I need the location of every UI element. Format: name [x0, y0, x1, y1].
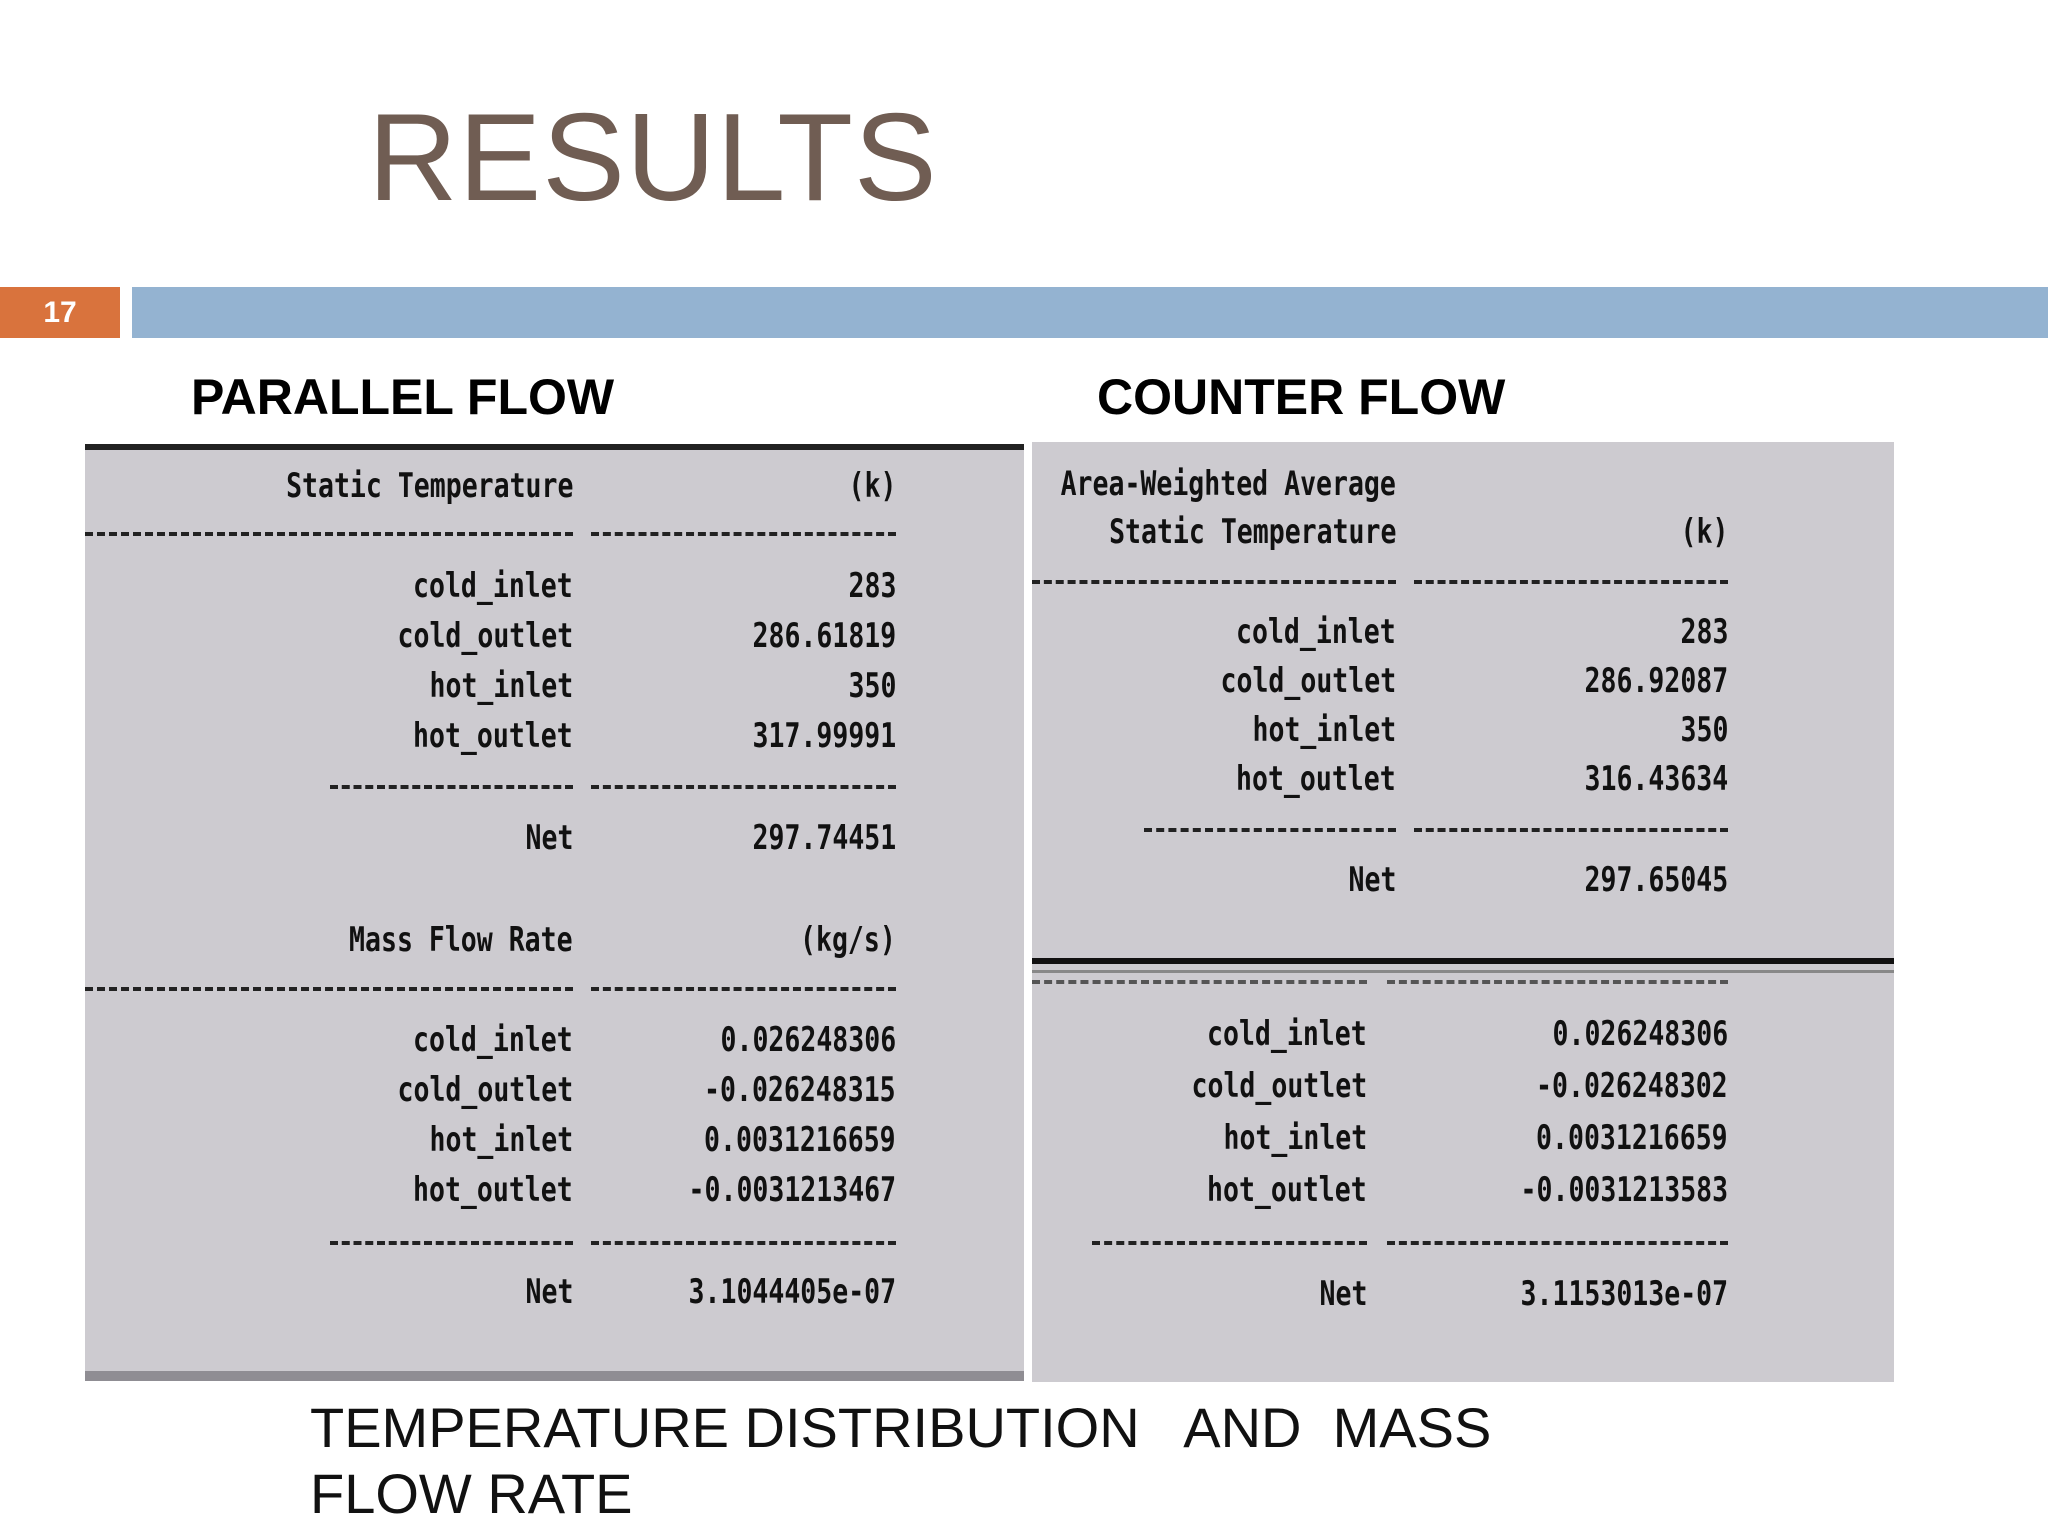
dash-rule	[591, 987, 896, 991]
temp-row-value: 283	[1680, 612, 1728, 652]
dash-rule	[591, 785, 896, 789]
mass-net-value: 3.1153013e-07	[1520, 1274, 1728, 1314]
temp-row-label: cold_outlet	[397, 616, 573, 656]
temp-header-label: Static Temperature	[285, 466, 573, 506]
dash-rule	[1387, 1241, 1728, 1245]
temp-row-value: 283	[848, 566, 896, 606]
mass-header-label: Mass Flow Rate	[349, 920, 573, 960]
caption-line-1: TEMPERATURE DISTRIBUTION AND MASS	[310, 1396, 1492, 1459]
dash-rule	[591, 1241, 896, 1245]
slide-number: 17	[0, 287, 120, 338]
temp-header-unit: (k)	[1680, 512, 1728, 552]
temp-row-label: hot_inlet	[429, 666, 573, 706]
temp-row-value: 350	[848, 666, 896, 706]
slide-caption	[310, 1395, 1610, 1527]
mass-row-label: cold_outlet	[397, 1070, 573, 1110]
temp-header-unit: (k)	[848, 466, 896, 506]
mass-row-value: -0.026248315	[704, 1070, 896, 1110]
counter-flow-heading: COUNTER FLOW	[1097, 369, 1506, 425]
mass-row-value: -0.0031213583	[1520, 1170, 1728, 1210]
mass-row-label: hot_outlet	[413, 1170, 573, 1210]
mass-row-label: cold_inlet	[413, 1020, 573, 1060]
dash-rule	[1032, 580, 1396, 584]
parallel-flow-report	[85, 444, 1024, 1381]
mass-row-label: cold_inlet	[1207, 1014, 1367, 1054]
mass-net-value: 3.1044405e-07	[688, 1272, 896, 1312]
temp-net-label: Net	[1348, 860, 1396, 900]
mass-row-value: 0.026248306	[1552, 1014, 1728, 1054]
temp-row-value: 286.61819	[752, 616, 896, 656]
dash-rule	[1414, 828, 1728, 832]
temp-header-label: Static Temperature	[1108, 512, 1396, 552]
dash-rule	[330, 1241, 573, 1245]
slide-title: RESULTS	[368, 89, 938, 227]
mass-row-value: 0.0031216659	[704, 1120, 896, 1160]
dash-rule	[1144, 828, 1396, 832]
counter-flow-report	[1032, 442, 1894, 1382]
dash-rule	[591, 532, 896, 536]
mass-row-value: 0.026248306	[720, 1020, 896, 1060]
mass-row-label: cold_outlet	[1191, 1066, 1367, 1106]
mass-net-label: Net	[1319, 1274, 1367, 1314]
section-divider	[1032, 958, 1894, 964]
temp-row-label: cold_outlet	[1220, 661, 1396, 701]
mass-row-value: -0.026248302	[1536, 1066, 1728, 1106]
mass-row-value: -0.0031213467	[688, 1170, 896, 1210]
temp-row-value: 350	[1680, 710, 1728, 750]
dash-rule	[85, 532, 573, 536]
mass-row-label: hot_outlet	[1207, 1170, 1367, 1210]
temp-row-label: cold_inlet	[413, 566, 573, 606]
parallel-flow-heading: PARALLEL FLOW	[191, 369, 615, 425]
temp-row-label: hot_inlet	[1252, 710, 1396, 750]
mass-net-label: Net	[525, 1272, 573, 1312]
mass-row-label: hot_inlet	[429, 1120, 573, 1160]
temp-row-label: hot_outlet	[1236, 759, 1396, 799]
temp-net-value: 297.65045	[1584, 860, 1728, 900]
temp-row-value: 316.43634	[1584, 759, 1728, 799]
section-divider-shadow	[1032, 970, 1894, 973]
dash-rule	[330, 785, 573, 789]
dash-rule	[1387, 980, 1728, 984]
dash-rule	[1092, 1241, 1367, 1245]
mass-row-label: hot_inlet	[1223, 1118, 1367, 1158]
dash-rule	[85, 987, 573, 991]
dash-rule	[1032, 980, 1367, 984]
temp-row-label: cold_inlet	[1236, 612, 1396, 652]
header-rule-bar	[132, 287, 2048, 338]
mass-header-unit: (kg/s)	[800, 920, 896, 960]
mass-row-value: 0.0031216659	[1536, 1118, 1728, 1158]
dash-rule	[1414, 580, 1728, 584]
temp-header-line1: Area-Weighted Average	[1060, 464, 1396, 504]
temp-row-label: hot_outlet	[413, 716, 573, 756]
temp-net-label: Net	[525, 818, 573, 858]
temp-row-value: 286.92087	[1584, 661, 1728, 701]
temp-row-value: 317.99991	[752, 716, 896, 756]
temp-net-value: 297.74451	[752, 818, 896, 858]
caption-line-2: FLOW RATE	[310, 1462, 633, 1525]
